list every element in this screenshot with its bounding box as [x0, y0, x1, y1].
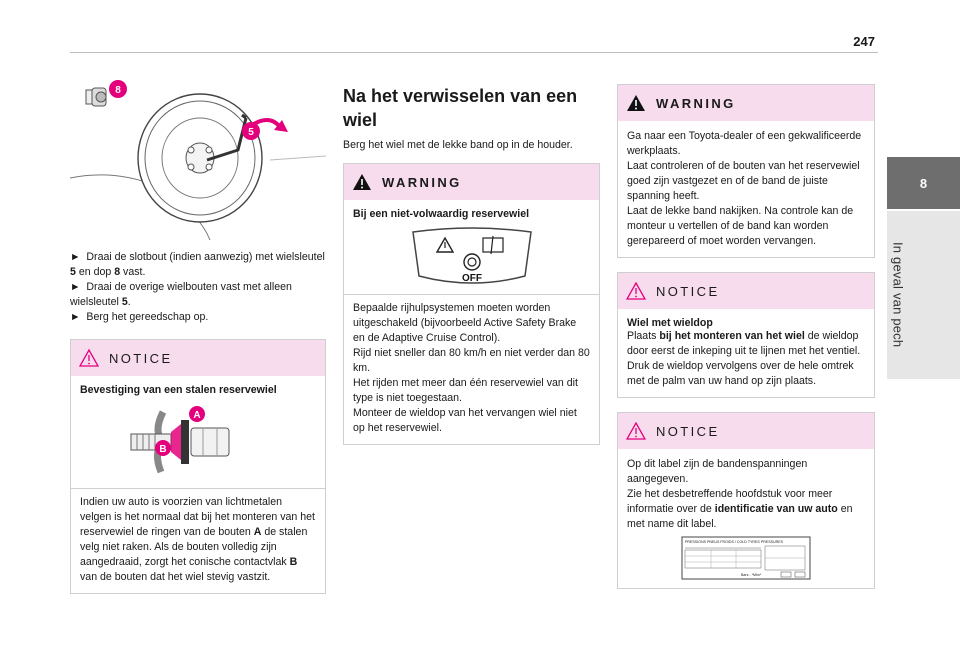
notice-text: Indien uw auto is voorzien van lichtmetalen velgen is het normaal dat bij het monteren van het reservewiel de ringen van de bouten A de stalen velg niet raken. Als de bouten volledig zijn aangedraaid, zorgt het conische contactvlak B van de bouten dat het wiel stevig vastzit. — [80, 496, 315, 583]
warning-title: WARNING — [656, 95, 736, 111]
warning-header — [618, 85, 874, 121]
tyre-label-header: PRESSIONS PNEUS FROIDS / COLD TYRES PRESSURES — [685, 540, 783, 544]
wheel-illustration — [70, 60, 326, 240]
notice-box-tyre-label — [617, 412, 875, 589]
notice-title: NOTICE — [656, 283, 720, 299]
section-intro: Berg het wiel met de lekke band op in de houder. — [343, 139, 573, 151]
notice-title: NOTICE — [109, 350, 173, 366]
warning-header — [344, 164, 599, 200]
tyre-label-footer: Bars - *Mhn* — [741, 573, 762, 577]
notice-text: Op dit label zijn de bandenspanningen aangegeven. Zie het desbetreffende hoofdstuk voor meer informatie over de identificatie van uw auto en met name dit label. — [627, 458, 853, 530]
callout-8: 8 — [115, 85, 121, 96]
warning-box-dealer — [617, 84, 875, 258]
warning-triangle-icon — [626, 422, 646, 440]
steps-list — [70, 250, 326, 325]
warning-title: WARNING — [382, 174, 462, 190]
notice-header — [618, 413, 874, 449]
notice-header — [618, 273, 874, 309]
notice-header — [71, 340, 325, 376]
column-right — [617, 84, 875, 589]
tyre-pressure-label-illustration — [627, 536, 865, 580]
warning-triangle-icon — [626, 282, 646, 300]
notice-subtitle: Bevestiging van een stalen reservewiel — [80, 384, 277, 396]
step-item: ► Berg het gereedschap op. — [70, 311, 209, 323]
warning-triangle-icon — [626, 94, 646, 112]
callout-5: 5 — [248, 127, 254, 138]
warning-text: Ga naar een Toyota-dealer of een gekwalificeerde werkplaats. Laat controleren of de bouten van het reservewiel goed zijn vastgezet en of de band de juiste spanning heeft. Laat de lekke band nakijken. Na controle kan de monteur u vertellen of de band kan worden gerepareerd of moet worden vervangen. — [627, 130, 862, 247]
page-number: 247 — [853, 34, 875, 49]
warning-triangle-icon — [79, 349, 99, 367]
warning-subtitle: Bij een niet-volwaardig reservewiel — [353, 208, 530, 220]
step-item: ► Draai de overige wielbouten vast met alleen wielsleutel 5. — [70, 281, 292, 308]
chapter-label: In geval van pech — [890, 242, 906, 348]
notice-text: Plaats bij het monteren van het wiel de wieldop door eerst de inkeping uit te lijnen met het ventiel. Druk de wieldop vervolgens over de hele omtrek met de palm van uw hand op zijn plaats. — [627, 330, 861, 387]
column-left — [70, 60, 326, 594]
notice-box-wheel-cap — [617, 272, 875, 398]
callout-b: B — [159, 444, 167, 455]
step-item: ► Draai de slotbout (indien aanwezig) met wielsleutel 5 en dop 8 vast. — [70, 251, 325, 278]
warning-box-spare-wheel — [343, 163, 600, 445]
notice-title: NOTICE — [656, 423, 720, 439]
locking-cap-drawing — [86, 88, 106, 106]
warning-triangle-icon — [352, 173, 372, 191]
display-off-text: OFF — [461, 273, 482, 284]
callout-a: A — [193, 410, 201, 421]
warning-text: Bepaalde rijhulpsystemen moeten worden uitgeschakeld (bijvoorbeeld Active Safety Brake en de Adaptive Cruise Control). Rijd niet sneller dan 80 km/h en niet verder dan 80 km. Het rijden met meer dan één reservewiel van dit type is niet toegestaan. Monteer de wieldop van het vervangen wiel niet op het reservewiel. — [353, 302, 590, 434]
notice-subtitle: Wiel met wieldop — [627, 317, 713, 329]
bolt-illustration — [80, 402, 316, 482]
dashboard-display-illustration — [353, 226, 590, 288]
column-middle — [343, 84, 600, 445]
top-rule — [70, 52, 878, 53]
section-heading: Na het verwisselen van een wiel — [343, 86, 578, 130]
chapter-tab[interactable]: 8 — [887, 157, 960, 209]
notice-box-steel-wheel — [70, 339, 326, 594]
